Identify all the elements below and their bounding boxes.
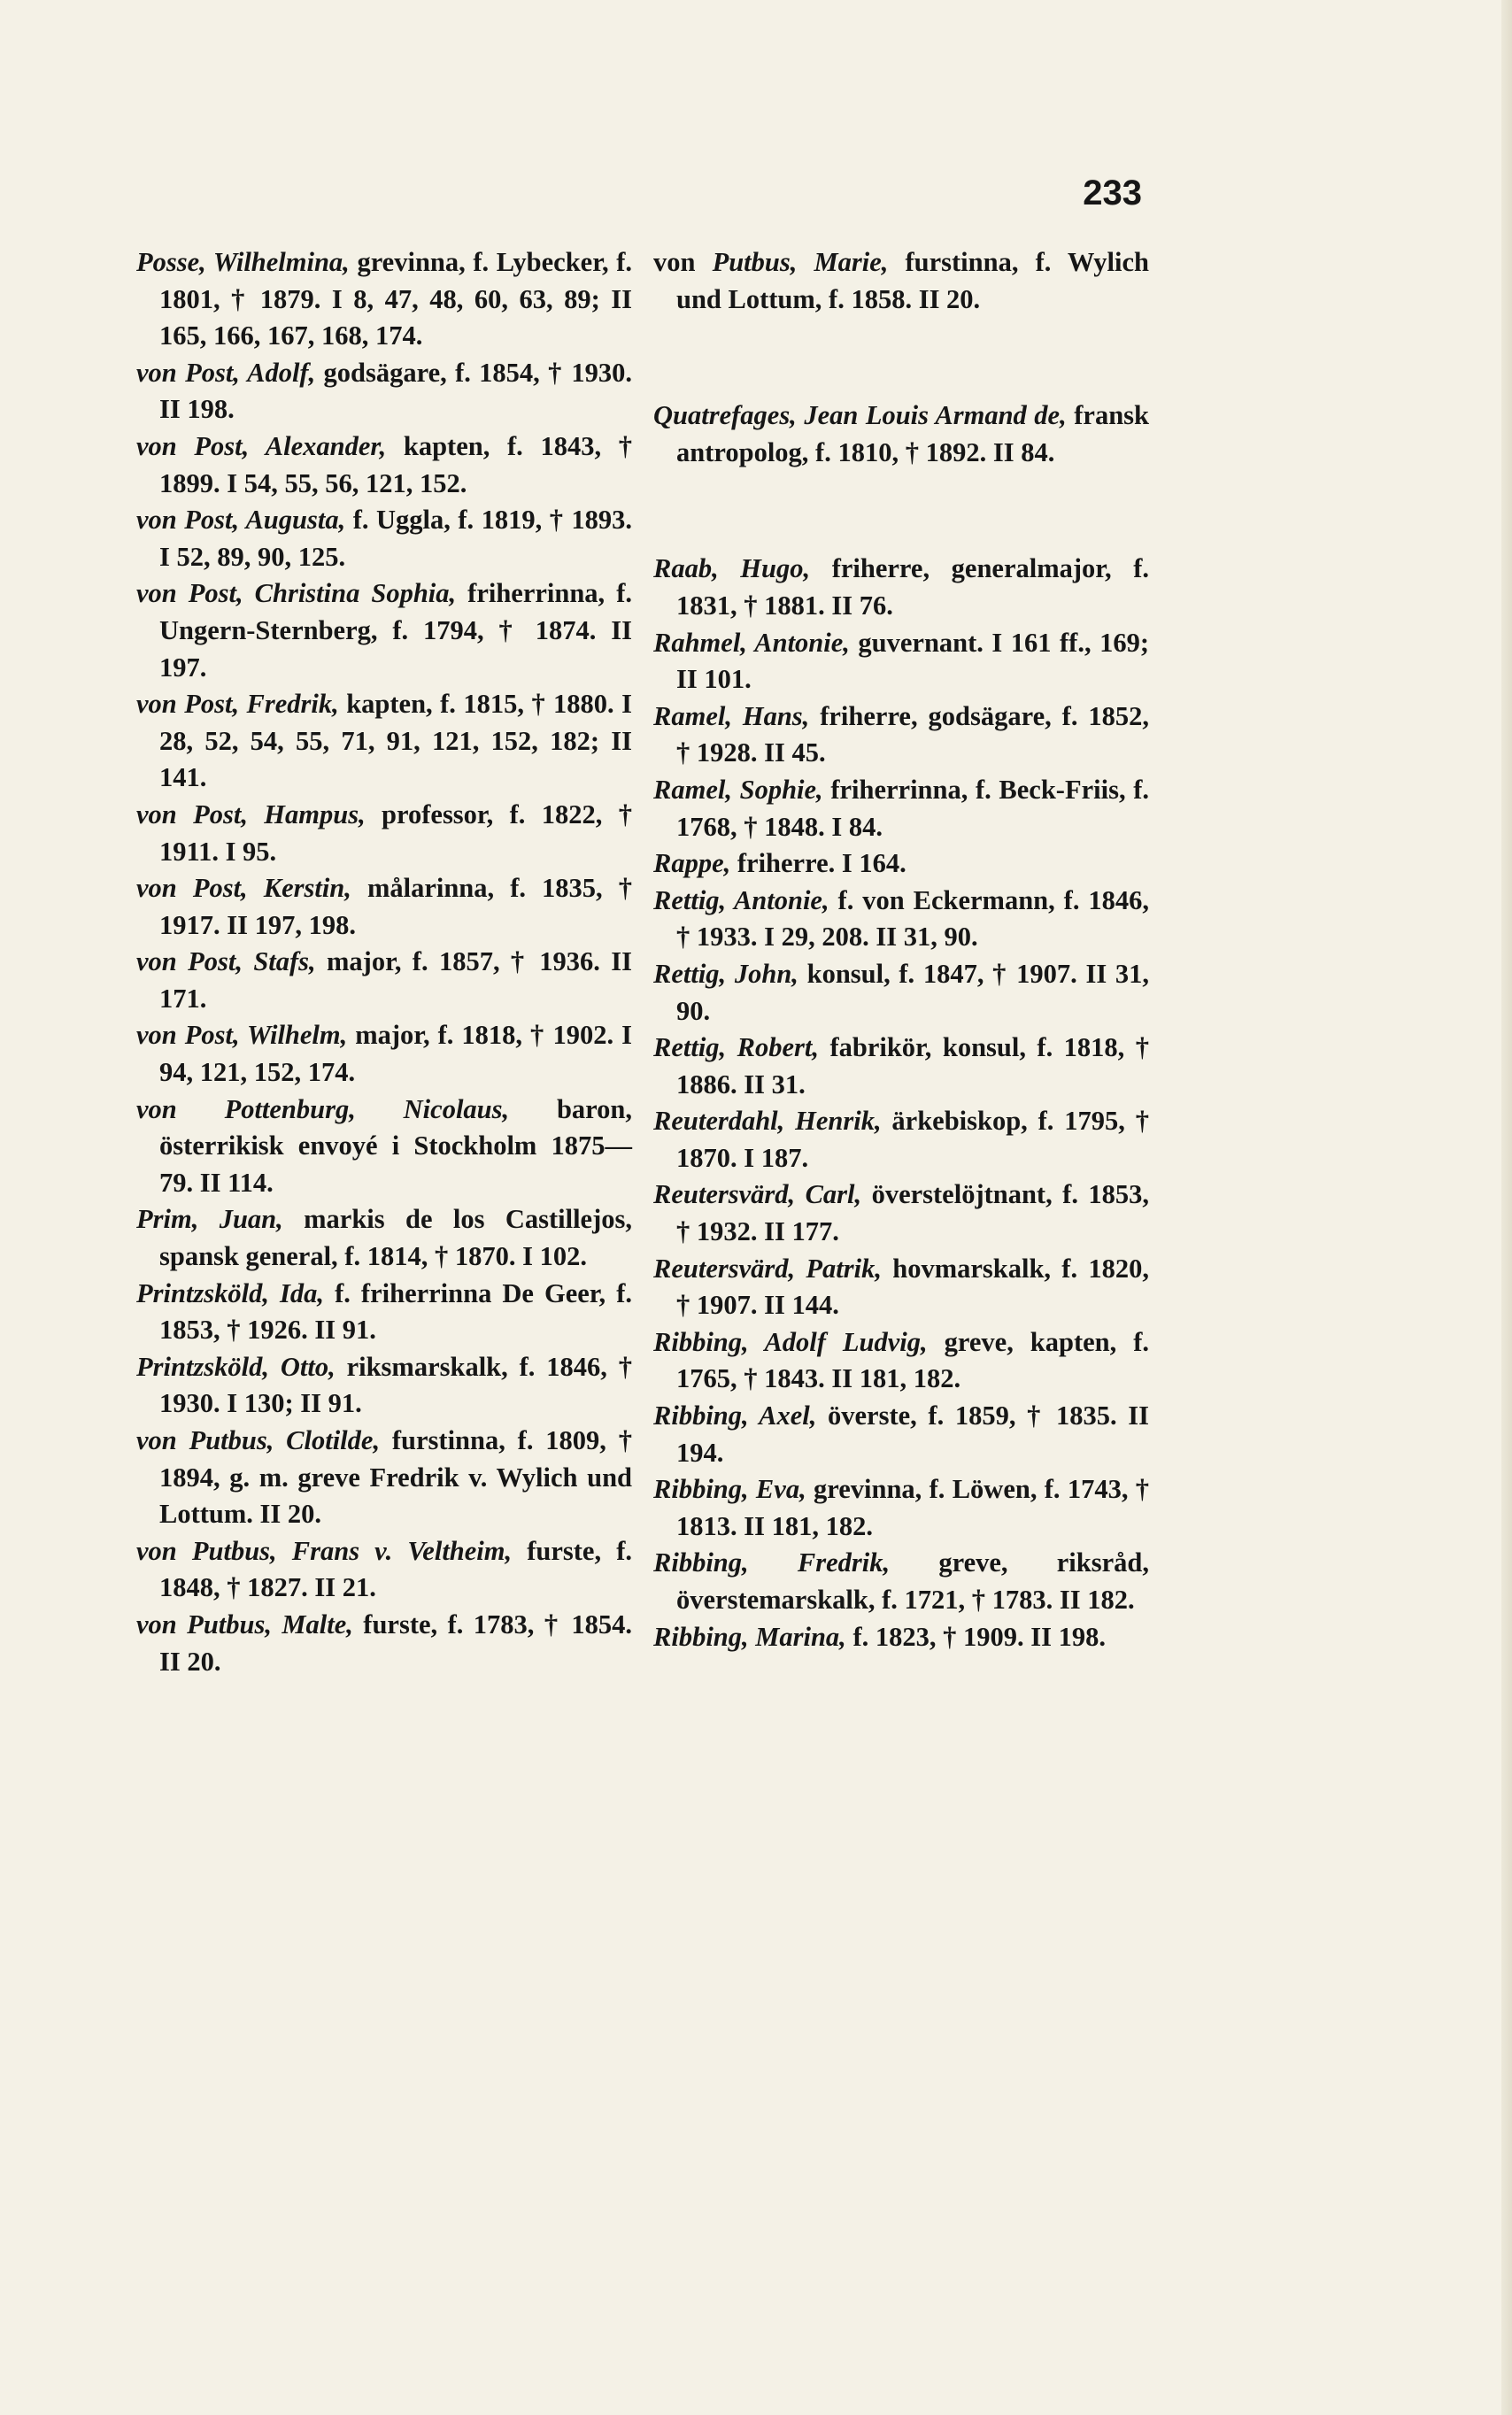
index-entry xyxy=(136,1349,632,1423)
entry-details: överste, f. 1859, † 1835. II 194. xyxy=(676,1400,1149,1468)
page-number: 233 xyxy=(1083,174,1142,212)
entry-details: guvernant. I 161 ff., 169; II 101. xyxy=(676,627,1149,695)
entry-name: Reuterdahl, Henrik, xyxy=(653,1106,882,1137)
letter-gap xyxy=(653,471,1149,551)
entry-details: friherrinna, f. Beck-Friis, f. 1768, † 1848. I 84. xyxy=(676,774,1149,842)
entry-name: von Post, Kerstin, xyxy=(136,873,351,904)
index-entry xyxy=(136,1017,632,1091)
index-entry xyxy=(653,1251,1149,1324)
entry-name: Quatrefages, Jean Louis Armand de, xyxy=(653,400,1067,431)
index-column-right xyxy=(653,244,1149,1655)
index-entry xyxy=(653,1324,1149,1398)
index-entry xyxy=(653,956,1149,1030)
entry-details: friherrinna, f. Ungern-Sternberg, f. 1794, † 1874. II 197. xyxy=(159,578,632,683)
entry-details: furste, f. 1783, † 1854. II 20. xyxy=(159,1609,632,1677)
index-entry xyxy=(653,1030,1149,1103)
entry-details: furste, f. 1848, † 1827. II 21. xyxy=(159,1535,632,1603)
entry-name: Raab, Hugo, xyxy=(653,553,811,584)
entry-name: Ribbing, Axel, xyxy=(653,1400,817,1431)
entry-name: Rettig, Antonie, xyxy=(653,884,829,915)
entry-name: von Post, Stafs, xyxy=(136,946,316,977)
entry-name: Reutersvärd, Carl, xyxy=(653,1179,862,1210)
entry-details: grevinna, f. Lybecker, f. 1801, † 1879. I 8, 47, 48, 60, 63, 89; II 165, 166, 167, 168, 174. xyxy=(159,247,632,351)
index-entry xyxy=(136,1201,632,1275)
entry-details: friherre. I 164. xyxy=(730,848,906,879)
page-edge xyxy=(1501,0,1512,2415)
letter-gap xyxy=(653,318,1149,397)
index-entry xyxy=(653,772,1149,845)
entry-details: f. 1823, † 1909. II 198. xyxy=(845,1621,1106,1652)
entry-name: von Pottenburg, Nicolaus, xyxy=(136,1093,510,1124)
index-entry xyxy=(136,355,632,428)
entry-name: Putbus, Marie, xyxy=(712,247,889,277)
entry-name: Rappe, xyxy=(653,848,731,879)
entry-details: greve, kapten, f. 1765, † 1843. II 181, 182. xyxy=(676,1326,1149,1394)
entry-details: baron, österrikisk envoyé i Stockholm 1875—79. II 114. xyxy=(159,1093,632,1198)
entry-details: riksmarskalk, f. 1846, † 1930. I 130; II 91. xyxy=(159,1351,632,1419)
entry-details: överstelöjtnant, f. 1853, † 1932. II 177. xyxy=(676,1179,1150,1247)
entry-name: Reutersvärd, Patrik, xyxy=(653,1253,882,1284)
index-column-left xyxy=(136,244,632,1680)
entry-details: konsul, f. 1847, † 1907. II 31, 90. xyxy=(676,958,1149,1026)
index-entry xyxy=(653,1398,1149,1471)
entry-details: grevinna, f. Löwen, f. 1743, † 1813. II 181, 182. xyxy=(676,1474,1150,1541)
entry-details: furstinna, f. 1809, † 1894, g. m. greve Fredrik v. Wylich und Lottum. II 20. xyxy=(159,1425,632,1530)
index-entry xyxy=(136,1533,632,1607)
index-entry xyxy=(653,1545,1149,1618)
entry-details: markis de los Castillejos, spansk general, f. 1814, † 1870. I 102. xyxy=(159,1204,632,1272)
entry-name: Printzsköld, Otto, xyxy=(136,1351,336,1382)
index-entry xyxy=(136,428,632,502)
entry-name: von Post, Augusta, xyxy=(136,505,346,536)
index-entry xyxy=(136,1092,632,1202)
entry-details: kapten, f. 1815, † 1880. I 28, 52, 54, 55, 71, 91, 121, 152, 182; II 141. xyxy=(159,689,632,793)
entry-name: Ramel, Sophie, xyxy=(653,774,823,805)
index-entry xyxy=(653,845,1149,883)
index-entry xyxy=(653,397,1149,471)
entry-details: kapten, f. 1843, † 1899. I 54, 55, 56, 121, 152. xyxy=(159,430,632,498)
entry-details: greve, riksråd, överstemarskalk, f. 1721, † 1783. II 182. xyxy=(676,1547,1149,1615)
index-entry xyxy=(136,797,632,870)
index-entry xyxy=(136,686,632,797)
entry-name: Rettig, Robert, xyxy=(653,1032,819,1063)
entry-name: von Putbus, Clotilde, xyxy=(136,1425,381,1455)
index-entry xyxy=(653,1619,1149,1656)
index-entry xyxy=(653,244,1149,318)
index-entry xyxy=(136,1607,632,1680)
index-entry xyxy=(136,575,632,686)
entry-details: fransk antropolog, f. 1810, † 1892. II 84. xyxy=(676,400,1149,467)
entry-details: målarinna, f. 1835, † 1917. II 197, 198. xyxy=(159,873,632,940)
entry-name: von Post, Christina Sophia, xyxy=(136,578,457,609)
entry-details: f. friherrinna De Geer, f. 1853, † 1926. II 91. xyxy=(159,1277,632,1346)
entry-details: major, f. 1857, † 1936. II 171. xyxy=(159,946,632,1014)
entry-details: friherre, godsägare, f. 1852, † 1928. II 45. xyxy=(676,700,1149,768)
entry-details: fabrikör, konsul, f. 1818, † 1886. II 31. xyxy=(676,1032,1150,1099)
index-entry xyxy=(136,1276,632,1349)
index-entry xyxy=(136,870,632,944)
entry-name: von Post, Adolf, xyxy=(136,357,316,388)
entry-name: Prim, Juan, xyxy=(136,1204,283,1235)
entry-name: Rahmel, Antonie, xyxy=(653,627,850,658)
index-entry xyxy=(653,551,1149,624)
entry-name: Ribbing, Eva, xyxy=(653,1474,806,1505)
entry-name: von Post, Fredrik, xyxy=(136,689,339,720)
entry-name: Ribbing, Fredrik, xyxy=(653,1547,891,1578)
index-entry xyxy=(653,1103,1149,1177)
entry-name: Ramel, Hans, xyxy=(653,700,810,731)
entry-prefix: von xyxy=(653,247,713,277)
index-entry xyxy=(136,502,632,575)
entry-details: ärkebiskop, f. 1795, † 1870. I 187. xyxy=(676,1106,1149,1173)
entry-details: godsägare, f. 1854, † 1930. II 198. xyxy=(159,357,632,425)
entry-name: Ribbing, Adolf Ludvig, xyxy=(653,1326,928,1357)
entry-name: von Putbus, Frans v. Veltheim, xyxy=(136,1535,513,1566)
index-entry xyxy=(136,1423,632,1533)
index-entry xyxy=(653,1177,1149,1250)
entry-details: professor, f. 1822, † 1911. I 95. xyxy=(159,799,632,867)
entry-details: major, f. 1818, † 1902. I 94, 121, 152, 174. xyxy=(159,1020,632,1088)
index-entry xyxy=(136,244,632,355)
entry-name: Rettig, John, xyxy=(653,958,798,989)
entry-name: von Post, Wilhelm, xyxy=(136,1020,348,1051)
entry-details: f. Uggla, f. 1819, † 1893. I 52, 89, 90, 125. xyxy=(159,505,632,572)
entry-details: furstinna, f. Wylich und Lottum, f. 1858. II 20. xyxy=(676,247,1149,314)
entry-name: Posse, Wilhelmina, xyxy=(136,247,350,277)
index-entry xyxy=(653,698,1149,772)
index-entry xyxy=(653,625,1149,698)
entry-name: Printzsköld, Ida, xyxy=(136,1277,325,1308)
entry-name: von Post, Hampus, xyxy=(136,799,366,829)
entry-details: f. von Eckermann, f. 1846, † 1933. I 29, 208. II 31, 90. xyxy=(676,884,1149,953)
index-entry xyxy=(653,1471,1149,1545)
index-entry xyxy=(136,944,632,1017)
entry-details: hovmarskalk, f. 1820, † 1907. II 144. xyxy=(676,1253,1149,1321)
entry-name: von Putbus, Malte, xyxy=(136,1609,353,1640)
entry-name: Ribbing, Marina, xyxy=(653,1621,846,1652)
index-entry xyxy=(653,883,1149,956)
entry-name: von Post, Alexander, xyxy=(136,430,387,461)
entry-details: friherre, generalmajor, f. 1831, † 1881. II 76. xyxy=(676,553,1149,621)
